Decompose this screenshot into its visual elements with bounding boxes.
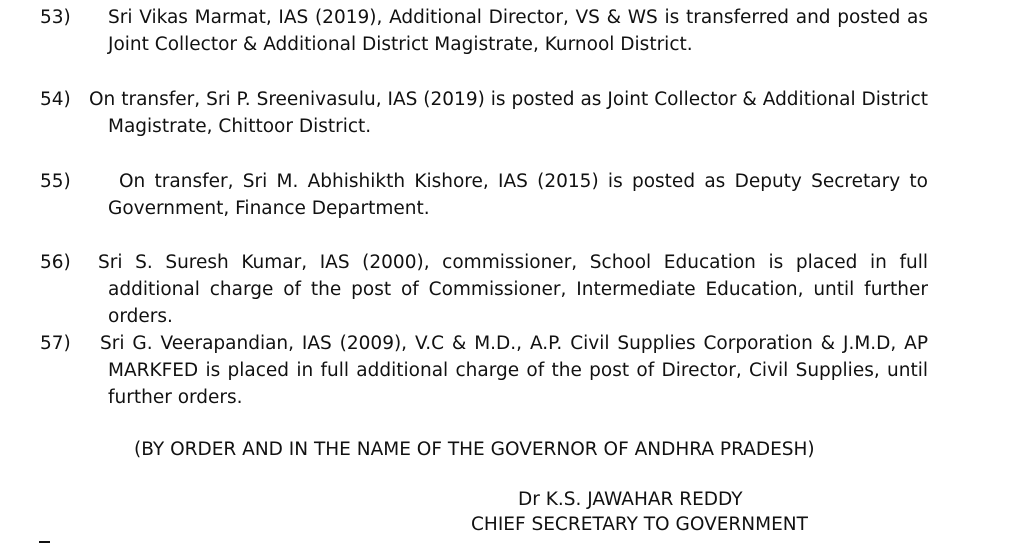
order-item-54	[40, 86, 928, 140]
governor-order-line: (BY ORDER AND IN THE NAME OF THE GOVERNOR OF ANDHRA PRADESH)	[134, 439, 815, 460]
item-text: Sri S. Suresh Kumar, IAS (2000), commissioner, School Education is placed in full additional charge of the post of Commissioner, Intermediate Education, until further orders.	[98, 252, 928, 327]
item-number: 57)	[40, 333, 71, 354]
order-item-53	[40, 4, 928, 58]
item-text: On transfer, Sri M. Abhishikth Kishore, IAS (2015) is posted as Deputy Secretary to Government, Finance Department.	[108, 171, 928, 219]
item-number: 53)	[40, 7, 71, 28]
signatory-title: CHIEF SECRETARY TO GOVERNMENT	[471, 514, 808, 535]
item-text: Sri Vikas Marmat, IAS (2019), Additional Director, VS & WS is transferred and posted as Joint Collector & Additional District Magistrate, Kurnool District.	[108, 7, 928, 55]
item-text: Sri G. Veerapandian, IAS (2009), V.C & M.D., A.P. Civil Supplies Corporation & J.M.D, AP MARKFED is placed in full additional charge of the post of Director, Civil Supplies, until further orders.	[100, 333, 928, 408]
signatory-name: Dr K.S. JAWAHAR REDDY	[518, 489, 743, 510]
item-number: 56)	[40, 252, 71, 273]
page-edge-mark	[39, 541, 50, 543]
order-item-56	[40, 249, 928, 330]
item-number: 54)	[40, 89, 71, 110]
item-number: 55)	[40, 171, 71, 192]
item-text: On transfer, Sri P. Sreenivasulu, IAS (2019) is posted as Joint Collector & Additional District Magistrate, Chittoor District.	[89, 89, 928, 137]
order-item-55	[40, 168, 928, 222]
order-item-57	[40, 330, 928, 411]
